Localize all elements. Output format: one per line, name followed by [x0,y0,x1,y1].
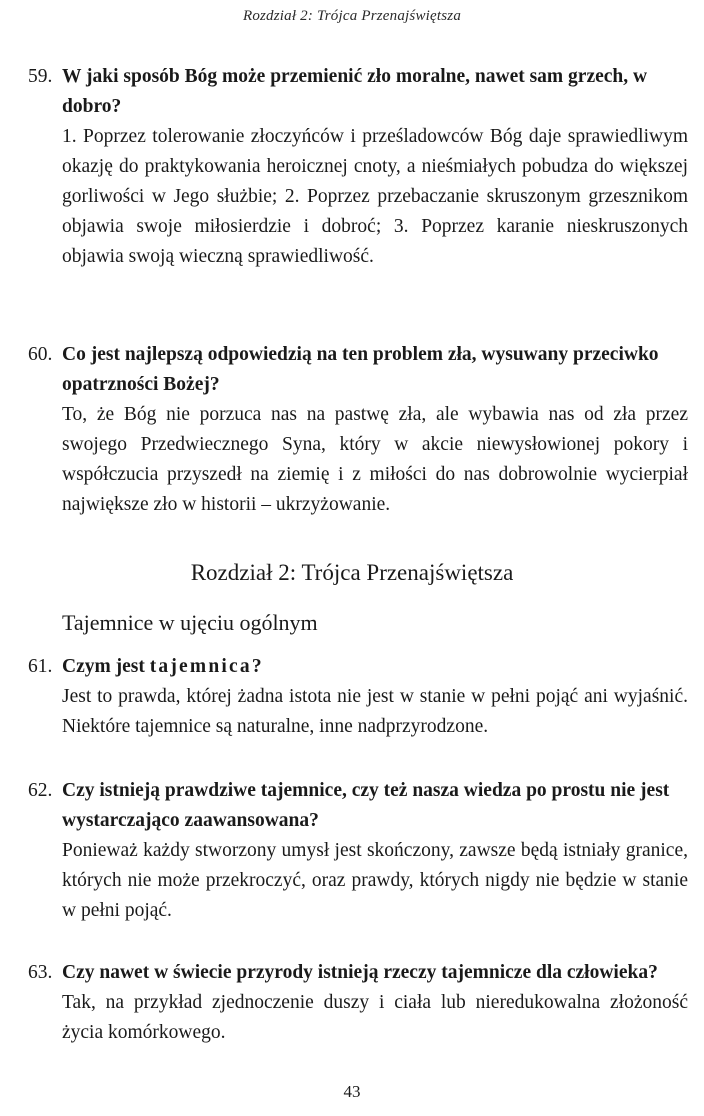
answer-text: Ponieważ każdy stworzony umysł jest skończony, zawsze będą istniały granice, których nie może przekroczyć, oraz prawdy, których nigdy nie będzie w stanie w pełni pojąć. [62,840,688,921]
section-title: Tajemnice w ujęciu ogólnym [62,610,318,635]
question-text: Co jest najlepszą odpowiedzią na ten problem zła, wysuwany przeciwko opatrzności Bożej? [62,344,659,395]
answer-text: 1. Poprzez tolerowanie złoczyńców i prześladowców Bóg daje sprawiedliwym okazję do praktykowania heroicznej cnoty, a nieśmiałych pobudza do większej gorliwości w Jego służbie; 2. Poprzez przebaczanie skruszonym grzesznikom objawia swoje miłosierdzie i dobroć; 3. Poprzez karanie nieskruszonych objawia swoją wieczną sprawiedliwość. [62,126,688,267]
question-number: 60. [28,344,53,365]
question-text: W jaki sposób Bóg może przemienić zło moralne, nawet sam grzech, w dobro? [62,66,648,117]
answer-text: Jest to prawda, której żadna istota nie jest w stanie w pełni pojąć ani wyjaśnić. Niektóre tajemnice są naturalne, inne nadprzyrodzone. [62,686,688,737]
qa-item-59 [28,62,688,272]
question-text: Czy nawet w świecie przyrody istnieją rzeczy tajemnicze dla człowieka? [62,962,658,983]
answer-text: Tak, na przykład zjednoczenie duszy i ciała lub nieredukowalna złożoność życia komórkowego. [62,992,688,1043]
qa-item-62 [28,776,688,926]
qa-item-61 [28,652,688,742]
question [28,62,688,122]
running-head: Rozdział 2: Trójca Przenajświętsza [242,8,462,24]
chapter-title: Rozdział 2: Trójca Przenajświętsza [190,560,514,585]
question-text [62,652,688,682]
question [28,652,688,682]
question-number: 62. [28,780,53,801]
question-number: 63. [28,962,53,983]
page-number: 43 [343,1082,361,1101]
question-emphasis: tajemnica [149,656,252,677]
question-suffix: ? [251,656,262,677]
question [28,958,688,988]
question-number: 59. [28,66,53,87]
question-prefix: Czym jest [62,656,150,677]
qa-item-63 [28,958,688,1048]
answer-text: To, że Bóg nie porzuca nas na pastwę zła, ale wybawia nas od zła przez swojego Przedwiecznego Syna, który w akcie niewysłowionej pokory i współczucia przyszedł na ziemię i z miłości do nas dobrowolnie wycierpiał największe zło w historii – ukrzyżowanie. [62,404,688,515]
question [28,776,688,836]
question [28,340,688,400]
question-text: Czy istnieją prawdziwe tajemnice, czy też nasza wiedza po prostu nie jest wystarczająco zaawansowana? [62,780,670,831]
qa-item-60 [28,340,688,520]
question-number: 61. [28,656,53,677]
